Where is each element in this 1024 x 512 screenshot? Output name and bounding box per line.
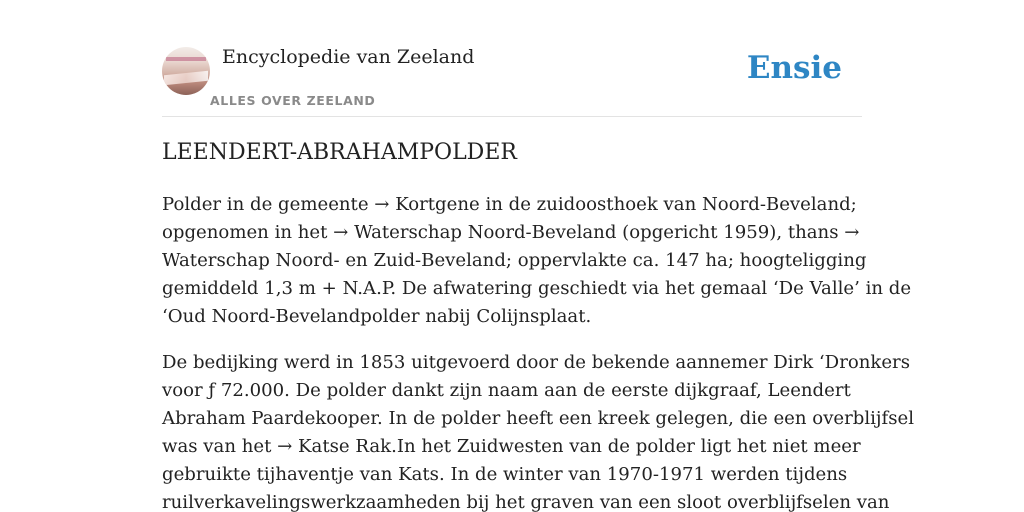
site-subtitle: ALLES OVER ZEELAND	[210, 93, 376, 108]
text-line: ruilverkavelingswerkzaamheden bij het graven van een sloot overblijfselen van	[162, 492, 890, 512]
text-line: voor ƒ 72.000. De polder dankt zijn naam aan de eerste dijkgraaf, Leendert	[162, 380, 851, 401]
text-line: Waterschap Noord- en Zuid-Beveland; oppervlakte ca. 147 ha; hoogteligging	[162, 250, 867, 271]
text-line: ‘Oud Noord-Bevelandpolder nabij Colijnsplaat.	[162, 306, 592, 327]
text-line: Polder in de gemeente → Kortgene in de zuidoosthoek van Noord-Beveland;	[162, 194, 857, 215]
text-line: opgenomen in het → Waterschap Noord-Beveland (opgericht 1959), thans →	[162, 222, 860, 243]
entry-content	[162, 191, 915, 512]
site-title[interactable]: Encyclopedie van Zeeland	[222, 46, 475, 68]
paragraph-2	[162, 349, 915, 512]
text-line: gemiddeld 1,3 m + N.A.P. De afwatering geschiedt via het gemaal ‘De Valle’ in de	[162, 278, 912, 299]
text-line: was van het → Katse Rak.In het Zuidwesten van de polder ligt het niet meer	[162, 436, 861, 457]
ensie-logo[interactable]: Ensie	[746, 50, 842, 86]
text-line: De bedijking werd in 1853 uitgevoerd door de bekende aannemer Dirk ‘Dronkers	[162, 352, 910, 373]
text-line: Abraham Paardekooper. In de polder heeft een kreek gelegen, die een overblijfsel	[162, 408, 915, 429]
entry-title: LEENDERT-ABRAHAMPOLDER	[162, 140, 517, 165]
site-header	[162, 44, 862, 117]
paragraph-1	[162, 191, 912, 331]
text-line: gebruikte tijhaventje van Kats. In de winter van 1970-1971 werden tijdens	[162, 464, 848, 485]
encyclopedia-avatar-icon[interactable]	[162, 47, 210, 95]
